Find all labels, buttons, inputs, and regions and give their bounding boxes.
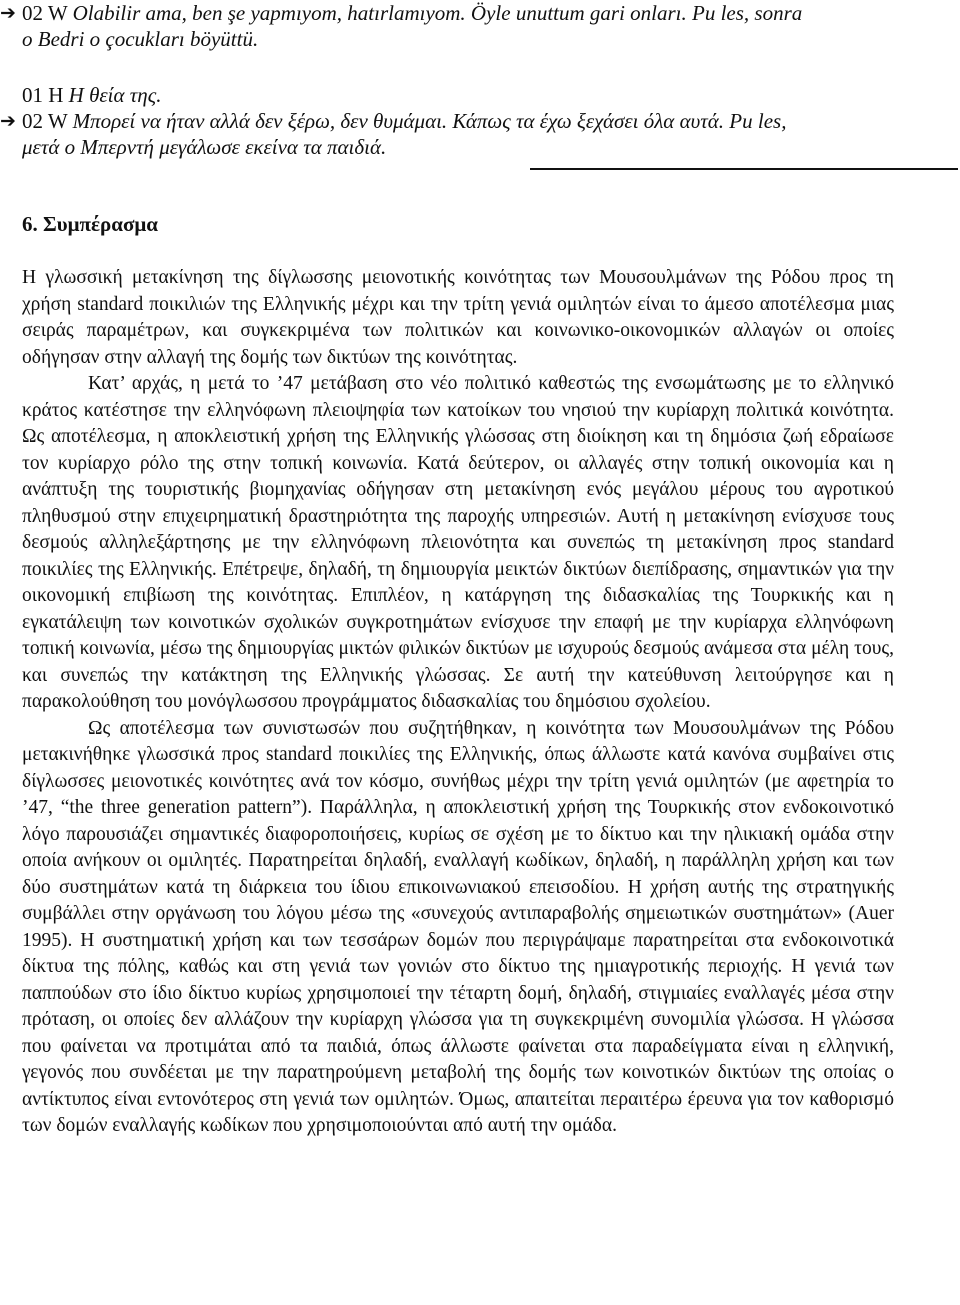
- section-body: [22, 265, 894, 1140]
- speaker-code: 02 W: [22, 109, 68, 133]
- dialogue-turn: [0, 0, 930, 26]
- right-arrow-icon: ➔: [0, 110, 16, 132]
- dialogue-excerpt: [0, 0, 930, 160]
- speech-text: Η θεία της.: [68, 83, 162, 107]
- turn-text: [22, 108, 930, 134]
- speaker-code: 02 W: [22, 1, 68, 25]
- paragraph: Ως αποτέλεσμα των συνιστωσών που συζητήθηκαν, η κοινότητα των Μουσουλμάνων της Ρόδου μετακινήθηκε γλωσσικά προς standard ποικιλίες της Ελληνικής, όπως άλλωστε κατά κανόνα συμβαίνει στις δίγλωσσες μειονοτικές κοινότητες ανά τον κόσμο, συνήθως μέχρι την τρίτη γενιά ομιλητών (με αφετηρία το ’47, “the three generation pattern”). Παράλληλα, η αποκλειστική χρήση της Τουρκικής στον ενδοκοινοτικό λόγο παρουσιάζει σημαντικές διαφοροποιήσεις, κυρίως σε σχέση με το δίκτυο και την ηλικιακή ομάδα στην οποία ανήκουν οι ομιλητές. Παρατηρείται δηλαδή, εναλλαγή κωδίκων, δηλαδή, η παράλληλη χρήση και των δύο συστημάτων κατά τη διάρκεια του ίδιου επικοινωνιακού επεισοδίου. Η χρήση αυτής της στρατηγικής συμβάλλει στην οργάνωση του λόγου μέσω της «συνεχούς αντιπαραβολής σημειωτικών συστημάτων» (Auer 1995). Η συστηματική χρήση και των τεσσάρων δομών που περιγράψαμε παρατηρείται στα ενδοκοινοτικά δίκτυα της πόλης, καθώς και στη γενιά των γονιών στο δίκτυο της ημιαγροτικής περιοχής. Η γενιά των παππούδων στο ίδιο δίκτυο κυρίως χρησιμοποιεί την τέταρτη δομή, δηλαδή, στιγμιαίες εναλλαγές μέσα στην πρόταση, οι οποίες δεν αλλάζουν την κυρίαρχη γλώσσα για τη συγκεκριμένη συνομιλία γλώσσα. Η γλώσσα που φαίνεται να προτιμάται από τα παιδιά, όπως άλλωστε φαίνεται στα παραδείγματα είναι η ελληνική, γεγονός που συνδέεται με την παρατηρούμενη μεταβολή της δομής των κοινοτικών δικτύων της οποίας ο αντίκτυπος είναι εντονότερος στη γενιά των ομιλητών. Όμως, απαιτείται περαιτέρω έρευνα για τον καθορισμό των δομών εναλλαγής κωδίκων που χρησιμοποιούνται από αυτή την ομάδα.: [22, 717, 894, 1136]
- right-arrow-icon: ➔: [0, 2, 16, 24]
- speech-continuation: μετά ο Μπερντή μεγάλωσε εκείνα τα παιδιά.: [22, 135, 387, 159]
- speech-continuation: o Bedri o çocukları böyüttü.: [22, 27, 259, 51]
- speaker-code: 01 H: [22, 83, 64, 107]
- dialogue-continuation: [0, 134, 930, 160]
- turn-text: [22, 82, 930, 108]
- speech-text: Μπορεί να ήταν αλλά δεν ξέρω, δεν θυμάμαι. Κάπως τα έχω ξεχάσει όλα αυτά. Pu les,: [72, 109, 787, 133]
- section-heading: 6. Συμπέρασμα: [22, 212, 159, 236]
- paragraph: Η γλωσσική μετακίνηση της δίγλωσσης μειονοτικής κοινότητας των Μουσουλμάνων της Ρόδου προς τη χρήση standard ποικιλιών της Ελληνικής μέχρι και την τρίτη γενιά ομιλητών είναι το άμεσο αποτέλεσμα μιας σειράς παραμέτρων, και συγκεκριμένα των πολιτικών και κοινωνικο-οικονομικών αλλαγών οι οποίες οδήγησαν στην αλλαγή της δομής των δικτύων της κοινότητας.: [22, 267, 894, 368]
- dialogue-turn: [0, 82, 930, 108]
- dialogue-continuation: [0, 26, 930, 52]
- horizontal-rule: [530, 168, 958, 170]
- dialogue-turn: [0, 108, 930, 134]
- speech-text: Olabilir ama, ben şe yapmıyom, hatırlamıyom. Öyle unuttum gari onları. Pu les, sonra: [72, 1, 803, 25]
- paragraph: Κατ’ αρχάς, η μετά το ’47 μετάβαση στο νέο πολιτικό καθεστώς της ενσωμάτωσης με το ελληνικό κράτος κατέστησε την ελληνόφωνη πλειοψηφία των κατοίκων του νησιού την κυρίαρχη πολιτικά κοινότητα. Ως αποτέλεσμα, η αποκλειστική χρήση της Ελληνικής γλώσσας στη διοίκηση και τη δημόσια ζωή εδραίωσε τον κυρίαρχο ρόλο της στην τοπική κοινωνία. Κατά δεύτερον, οι αλλαγές στην τοπική οικονομία και η ανάπτυξη της τουριστικής βιομηχανίας οδήγησαν στη μετακίνηση ενός μεγάλου μέρους του αγροτικού πληθυσμού στην επιχειρηματική δραστηριότητα της παροχής υπηρεσιών. Αυτή η μετακίνηση ενίσχυσε τους δεσμούς αλληλεξάρτησης με την ελληνόφωνη πλειονότητα και συνεπώς τη μετακίνηση προς standard ποικιλίες της Ελληνικής. Επέτρεψε, δηλαδή, τη δημιουργία μεικτών δικτύων διεπίδρασης, σημαντικών για την οικονομική επιβίωση της κοινότητας. Επιπλέον, η κατάργηση της διδασκαλίας της Τουρκικής και η εγκατάλειψη των κοινοτικών σχολικών συγκροτημάτων ενίσχυσε την επαφή με την κυρίαρχα ελληνόφωνη τοπική κοινωνία, μέσω της δημιουργίας μικτών φιλικών δικτύων με ισχυρούς δεσμούς ανάμεσα στα μέλη τους, και συνεπώς την κατάκτηση της Ελληνικής γλώσσας. Σε αυτή την κατεύθυνση λειτούργησε και η παρακολούθηση του μονόγλωσσου προγράμματος διδασκαλίας του δημόσιου σχολείου.: [22, 373, 894, 712]
- turn-text: [22, 0, 930, 26]
